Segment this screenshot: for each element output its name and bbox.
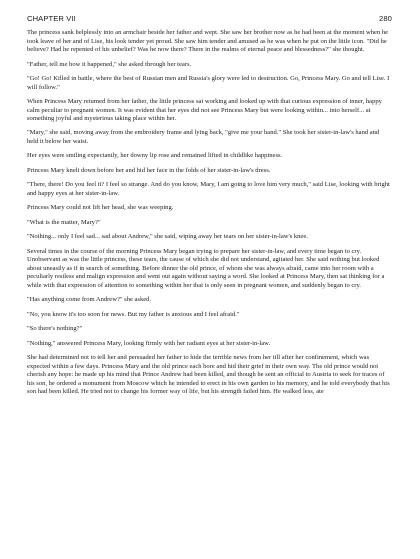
paragraph: "Nothing... only I feel sad... sad about Andrew," she said, wiping away her tears on her sister-in-law's knee.: [27, 233, 308, 241]
paragraph: "Go! Go! Killed in battle, where the best of Russian men and Russia's glory were led to destruction. Go, Princess Mary. Go and tell Lise. I will follow.": [27, 74, 390, 91]
paragraph: "There, there! Do you feel it? I feel so strange. And do you know, Mary, I am going to love him very much," said Lise, looking with bright and happy eyes at her sister-in-law.: [27, 181, 390, 197]
paragraph: "Nothing," answered Princess Mary, looking firmly with her radiant eyes at her sister-in-law.: [27, 339, 271, 347]
paragraph: Her eyes were smiling expectantly, her downy lip rose and remained lifted in childlike happiness.: [27, 152, 283, 160]
page-number: 280: [379, 14, 392, 23]
paragraph: She had determined not to tell her and persuaded her father to hide the terrible news from her till after her confinement, which was expected within a few days. Princess Mary and the old prince each bore and hid their grief in their own way. The old prince would not cherish any hope: he made up his mind that Prince Andrew had been killed, and though he sent an official to Austria to seek for traces of his son, he ordered a monument from Moscow which he intended to erect in his own garden to his memory, and he told everybody that his son had been killed. He tried not to change his former way of life, but his strength failed him. He walked less, ate: [27, 354, 390, 396]
paragraph: "Mary," she said, moving away from the embroidery frame and lying back, "give me your hand." She took her sister-in-law's hand and held it below her waist.: [27, 129, 380, 146]
paragraph: Several times in the course of the morning Princess Mary began trying to prepare her sister-in-law, and every time began to cry. Unobservant as was the little princess, these tears, the cause of which she did not understand, agitated her. She said nothing but looked about uneasily as if in search of something. Before dinner the old prince, of whom she was always afraid, came into her room with a peculiarly restless and malign expression and went out again without saying a word. She looked at Princess Mary, then sat thinking for a while with that expression of attention to something within her that is only seen in pregnant women, and suddenly began to cry.: [27, 247, 385, 289]
paragraph: "What is the matter, Mary?": [27, 218, 101, 226]
paragraph: Princess Mary knelt down before her and hid her face in the folds of her sister-in-law's dress.: [27, 166, 271, 174]
paragraph: Princess Mary could not lift her head, she was weeping.: [27, 204, 174, 212]
paragraph: "No, you know it's too soon for news. But my father is anxious and I feel afraid.": [27, 310, 240, 318]
page-header: [27, 14, 392, 23]
body-text: [27, 29, 392, 397]
paragraph: "So there's nothing?": [27, 325, 83, 333]
paragraph: "Father, tell me how it happened," she asked through her tears.: [27, 60, 192, 68]
paragraph: "Has anything come from Andrew?" she asked.: [27, 296, 152, 304]
chapter-title: CHAPTER VII: [27, 14, 76, 23]
paragraph: When Princess Mary returned from her father, the little princess sat working and looked up with that curious expression of inner, happy calm peculiar to pregnant women. It was evident that her eyes did not see Princess Mary but were looking within... into herself... at something joyful and mysterious taking place within her.: [27, 97, 382, 123]
paragraph: The princess sank helplessly into an armchair beside her father and wept. She saw her brother now as he had been at the moment when he took leave of her and of Lise, his look tender yet proud. She saw him tender and amused as he was when he put on the little icon. "Did he believe? Had he repented of his unbelief? Was he now there? There in the realms of eternal peace and blessedness?" she thought.: [27, 29, 389, 54]
